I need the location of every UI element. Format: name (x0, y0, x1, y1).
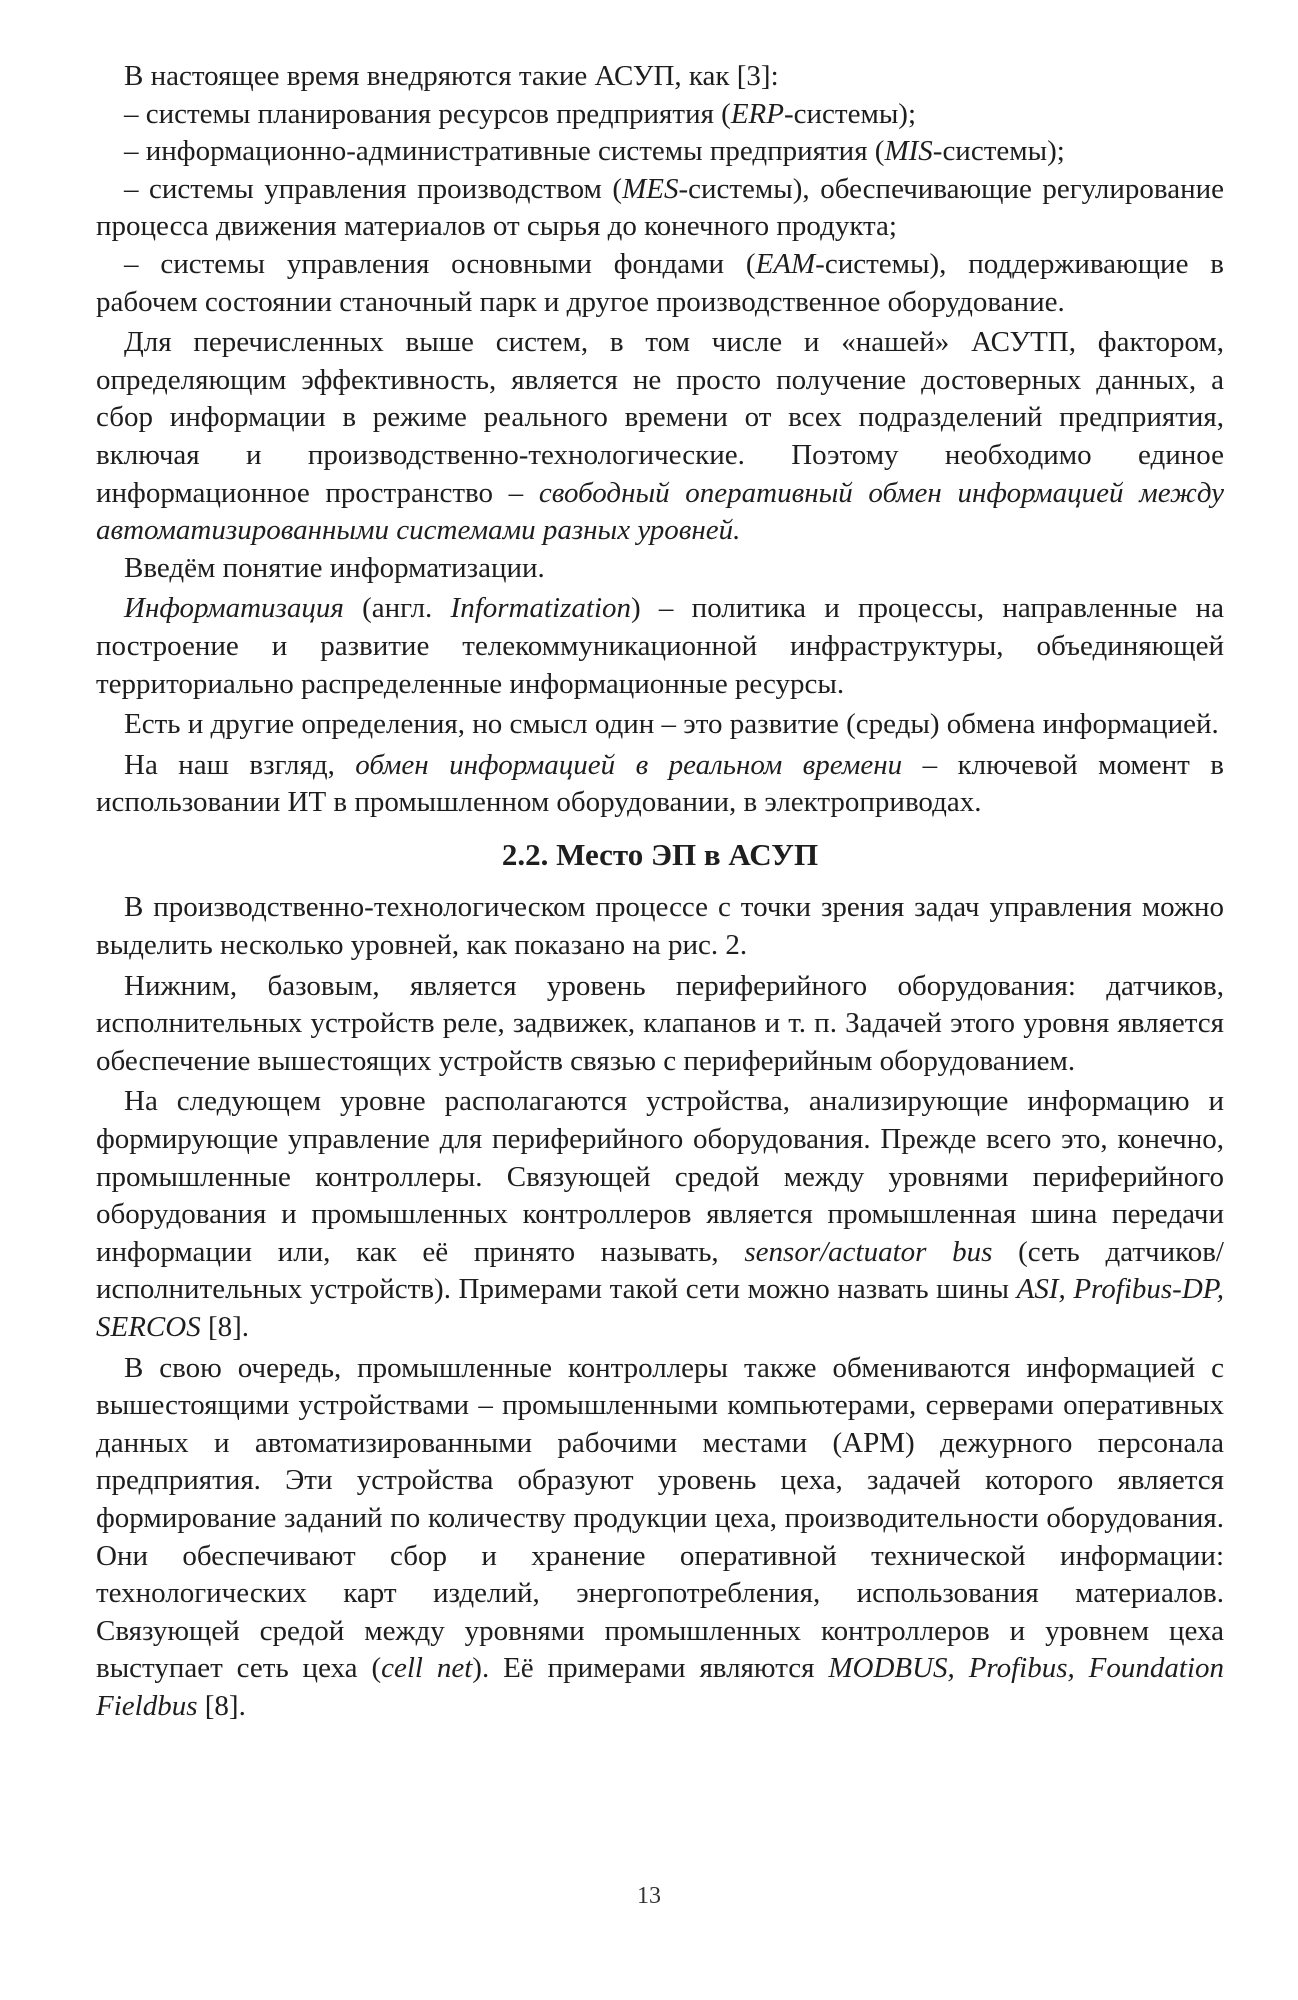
intro-paragraph: В настоящее время внедряются такие АСУП, как [3]: (124, 60, 779, 92)
definition-term: Информатизация (124, 592, 344, 625)
cell-level-middle: ). Её примерами являются (472, 1652, 829, 1685)
view-paragraph-start: На наш взгляд, (124, 748, 356, 781)
next-level-paragraph (96, 1083, 1224, 1346)
list-item-eam-abbr: EAM (755, 247, 816, 280)
view-paragraph (96, 747, 1224, 822)
intro-definition-paragraph: Введём понятие информатизации. (124, 551, 545, 584)
definition-paragraph (96, 590, 1224, 703)
definition-english-term: Informatization (450, 592, 632, 625)
list-item-mes-text: – системы управления производством ( (124, 172, 623, 205)
list-item-eam (96, 246, 1224, 321)
list-item-erp-abbr: ERP (730, 97, 784, 130)
list-item-mes (96, 171, 1224, 246)
cell-level-paragraph (96, 1350, 1224, 1726)
list-item-erp-text: – системы планирования ресурсов предприятия ( (124, 97, 731, 130)
list-item-mis (96, 133, 1224, 171)
document-page (96, 58, 1224, 1726)
list-item-mis-text: – информационно-административные системы предприятия ( (124, 135, 885, 168)
definition-open: (англ. (343, 592, 451, 625)
cell-level-start: В свою очередь, промышленные контроллеры также обмениваются информацией с вышестоящими устройствами – промышленными компьютерами, серверами оперативных данных и автоматизированными рабочими местами (АРМ) дежурного персонала предприятия. Эти устройства образуют уровень цеха, задачей которого является формирование заданий по количеству продукции цеха, производительности оборудования. Они обеспечивают сбор и хранение оперативной технической информации: технологических карт изделий, энергопотребления, использования материалов. Связующей средой между уровнями промышленных контроллеров и уровнем цеха выступает сеть цеха ( (96, 1351, 1224, 1685)
systems-paragraph-emphasis: свободный оперативный обмен информацией между автоматизированными системами разных уровней. (96, 476, 1225, 547)
cell-net-examples: MODBUS, Profibus, Foundation Fieldbus (96, 1652, 1224, 1722)
page-number: 13 (637, 1883, 661, 1909)
systems-paragraph (96, 324, 1224, 550)
view-paragraph-rest: – ключевой момент в использовании ИТ в промышленном оборудовании, в электроприводах. (96, 748, 1224, 819)
cell-level-end: [8]. (197, 1689, 246, 1722)
systems-paragraph-text: Для перечисленных выше систем, в том числе и «нашей» АСУТП, фактором, определяющим эффективность, является не просто получение достоверных данных, а сбор информации в режиме реального времени от всех подразделений предприятия, включая и производственно-технологические. Поэтому необходимо единое информационное пространство – (96, 326, 1224, 509)
other-definitions-paragraph: Есть и другие определения, но смысл один – это развитие (среды) обмена информацией. (124, 708, 1219, 741)
next-level-end: [8]. (200, 1311, 250, 1343)
list-item-mes-rest: -системы), обеспечивающие регулирование процесса движения материалов от сырья до конечного продукта; (96, 172, 1224, 243)
bus-examples: ASI, Profibus-DP, SERCOS (96, 1273, 1224, 1343)
lower-level-paragraph: Нижним, базовым, является уровень периферийного оборудования: датчиков, исполнительных устройств реле, задвижек, клапанов и т. п. Задачей этого уровня является обеспечение вышестоящих устройств связью с периферийным оборудованием. (96, 969, 1224, 1077)
cell-net-term: cell net (381, 1652, 473, 1685)
list-item-eam-text: – системы управления основными фондами ( (124, 247, 756, 280)
next-level-start: На следующем уровне располагаются устройства, анализирующие информацию и формирующие управление для периферийного оборудования. Прежде всего это, конечно, промышленные контроллеры. Связующей средой между уровнями периферийного оборудования и промышленных контроллеров является промышленная шина передачи информации или, как её принято называть, (96, 1085, 1224, 1268)
list-item-eam-rest: -системы), поддерживающие в рабочем состоянии станочный парк и другое производственное оборудование. (96, 247, 1225, 318)
next-level-middle: (сеть датчиков/исполнительных устройств). Примерами такой сети можно назвать шины (96, 1235, 1224, 1306)
definition-text: ) – политика и процессы, направленные на построение и развитие телекоммуникационной инфраструктуры, объединяющей территориально распределенные информационные ресурсы. (96, 592, 1224, 700)
list-item-mis-rest: -системы); (932, 135, 1065, 168)
list-item-mes-abbr: MES (622, 172, 679, 205)
sensor-actuator-bus-term: sensor/actuator bus (744, 1235, 993, 1268)
list-item-erp (96, 96, 1224, 134)
levels-paragraph: В производственно-технологическом процессе с точки зрения задач управления можно выделить несколько уровней, как показано на рис. 2. (96, 891, 1224, 962)
view-paragraph-emphasis: обмен информацией в реальном времени (355, 748, 903, 781)
section-heading: 2.2. Место ЭП в АСУП (501, 836, 819, 872)
list-item-mis-abbr: MIS (884, 135, 933, 168)
list-item-erp-rest: -системы); (784, 97, 917, 130)
